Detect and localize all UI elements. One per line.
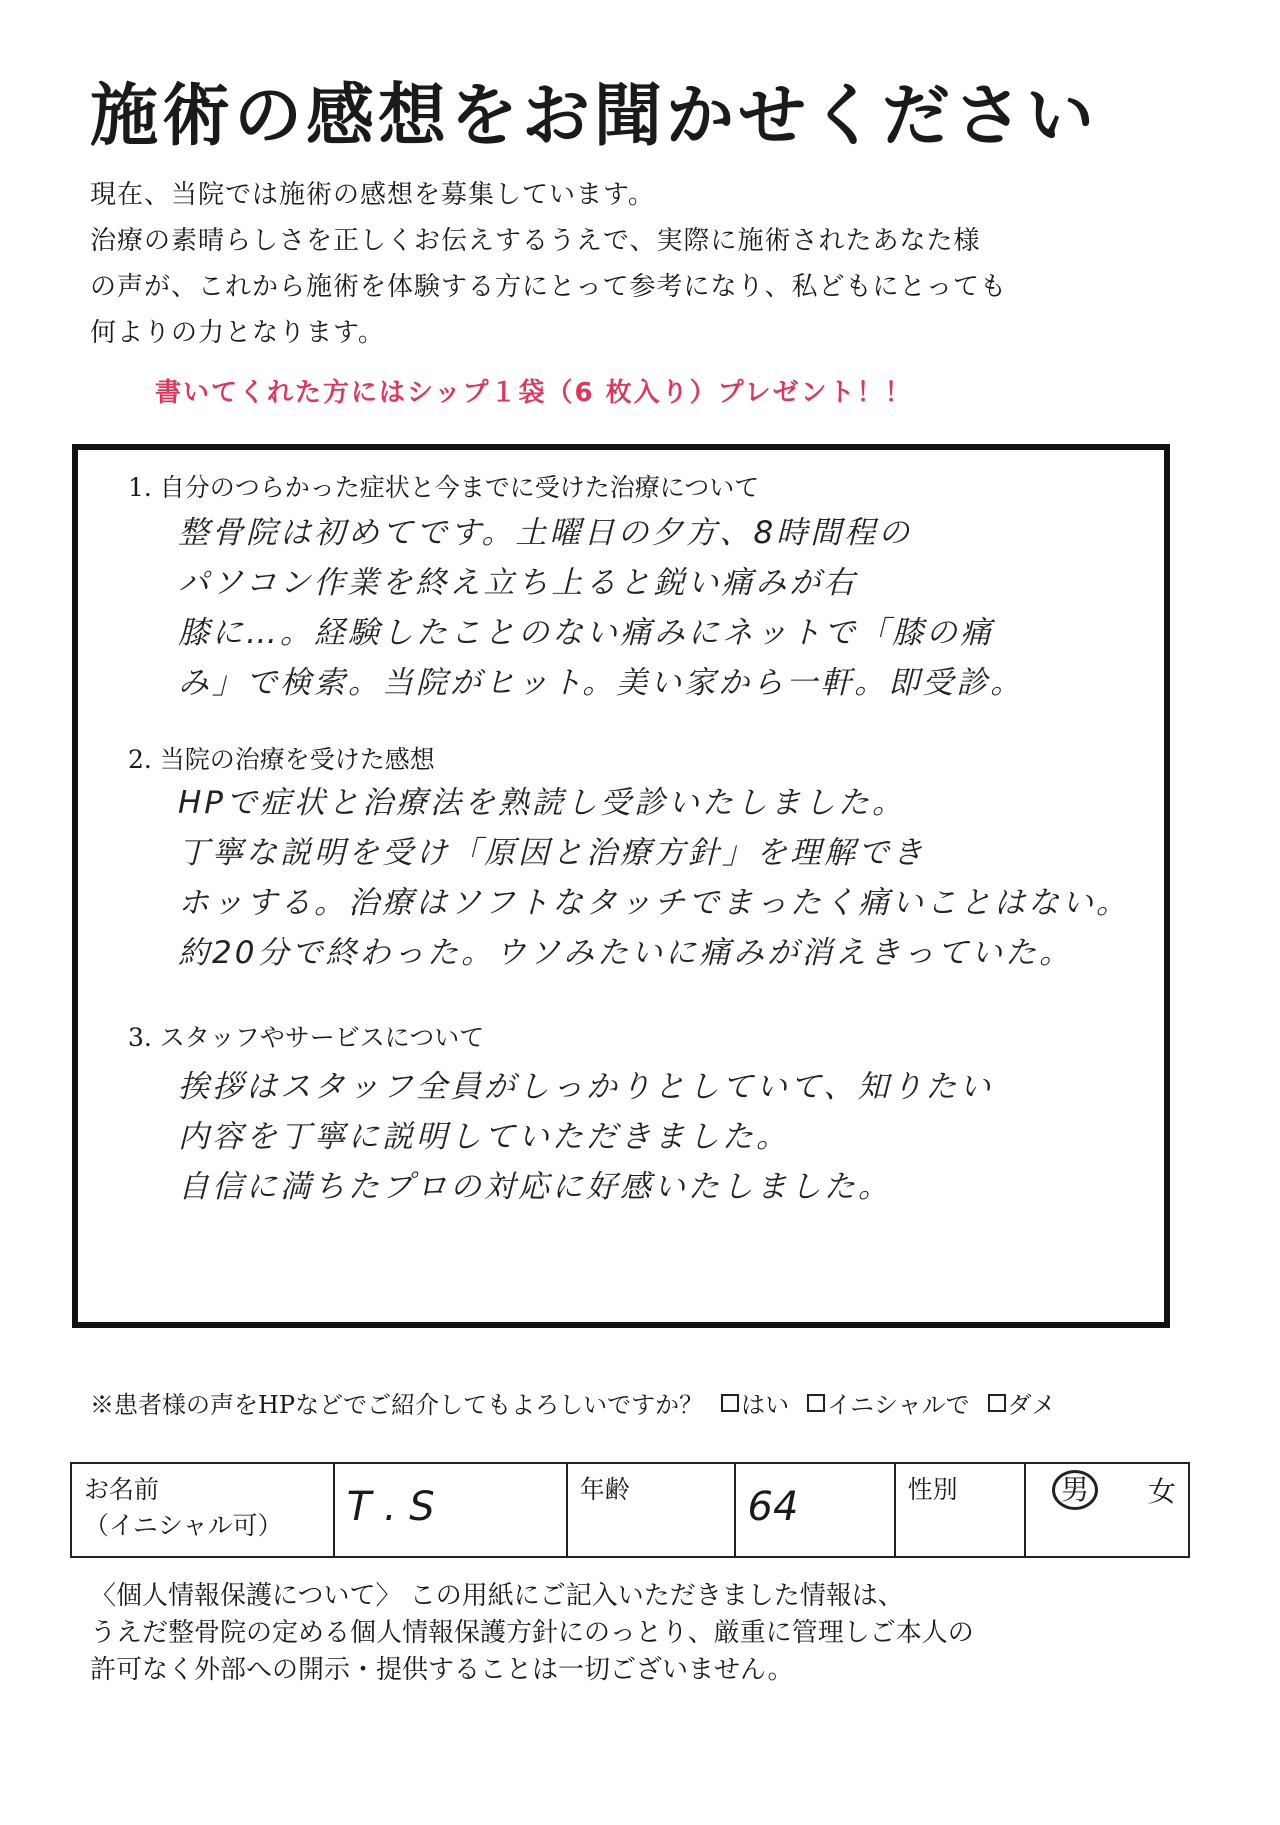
- answer-line: み」で検索。当院がヒット。美い家から一軒。即受診。: [178, 665, 1025, 701]
- sex-options: [1038, 1470, 1176, 1510]
- consent-option-label: イニシャルで: [827, 1391, 970, 1419]
- intro-line: 治療の素晴らしさを正しくお伝えするうえで、実際に施術されたあなた様: [90, 226, 981, 256]
- sex-option-female[interactable]: 女: [1147, 1475, 1176, 1508]
- name-label-cell: [71, 1463, 334, 1557]
- answer-line: 整骨院は初めてです。土曜日の夕方、8時間程の: [178, 515, 913, 551]
- answer-line: パソコン作業を終え立ち上ると鋭い痛みが右: [178, 565, 858, 601]
- name-label-sub: （イニシャル可）: [84, 1511, 283, 1540]
- consent-option-label: はい: [741, 1391, 790, 1419]
- answer-line: 約20分で終わった。ウソみたいに痛みが消えきっていた。: [178, 935, 1074, 971]
- privacy-notice: [90, 1578, 1200, 1689]
- name-value: T . S: [346, 1484, 435, 1530]
- intro-text: [90, 172, 1200, 356]
- checkbox-icon[interactable]: [807, 1394, 825, 1412]
- privacy-line: うえだ整骨院の定める個人情報保護方針にのっとり、厳重に管理しご本人の: [90, 1618, 974, 1648]
- consent-option-label: ダメ: [1007, 1391, 1056, 1419]
- answer-line: 内容を丁寧に説明していただきました。: [178, 1119, 790, 1155]
- page-title: 施術の感想をお聞かせください: [90, 77, 1099, 156]
- question-2-label: 2. 当院の治療を受けた感想: [128, 745, 435, 774]
- answer-line: 丁寧な説明を受け「原因と治療方針」を理解でき: [178, 835, 926, 871]
- survey-box: [72, 444, 1170, 1328]
- age-field[interactable]: [735, 1463, 895, 1557]
- answer-line: 自信に満ちたプロの対応に好感いたしました。: [178, 1169, 892, 1205]
- checkbox-icon[interactable]: [721, 1394, 739, 1412]
- intro-line: 何よりの力となります。: [90, 318, 385, 348]
- intro-line: 現在、当院では施術の感想を募集しています。: [90, 180, 655, 210]
- answer-line: ホッする。治療はソフトなタッチでまったく痛いことはない。: [178, 885, 1130, 921]
- name-field[interactable]: [334, 1463, 567, 1557]
- patient-info-table: [70, 1462, 1190, 1558]
- question-2-answer: [178, 778, 1130, 978]
- age-value: 64: [747, 1484, 799, 1530]
- sex-label-cell: [895, 1463, 1025, 1557]
- name-label: お名前: [84, 1475, 160, 1504]
- publish-consent: [90, 1385, 1056, 1420]
- consent-option-yes[interactable]: [721, 1385, 789, 1420]
- sex-label: 性別: [907, 1475, 958, 1504]
- answer-line: 挨拶はスタッフ全員がしっかりとしていて、知りたい: [178, 1069, 994, 1105]
- question-1-answer: [178, 508, 1024, 708]
- present-notice: 書いてくれた方にはシップ１袋（6 枚入り）プレゼント！！: [155, 378, 913, 408]
- answer-line: 膝に…。経験したことのない痛みにネットで「膝の痛: [178, 615, 994, 651]
- question-3-label: 3. スタッフやサービスについて: [128, 1023, 485, 1052]
- sex-option-male[interactable]: 男: [1052, 1470, 1098, 1510]
- privacy-line: 〈個人情報保護について〉 この用紙にご記入いただきました情報は、: [90, 1581, 904, 1611]
- question-1-label: 1. 自分のつらかった症状と今までに受けた治療について: [128, 473, 760, 502]
- age-label-cell: [567, 1463, 735, 1557]
- consent-option-initials[interactable]: [807, 1385, 970, 1420]
- privacy-line: 許可なく外部への開示・提供することは一切ございません。: [90, 1655, 794, 1685]
- intro-line: の声が、これから施術を体験する方にとって参考になり、私どもにとっても: [90, 272, 1007, 302]
- consent-question: ※患者様の声をHPなどでご紹介してもよろしいですか？: [90, 1391, 704, 1419]
- checkbox-icon[interactable]: [988, 1394, 1006, 1412]
- age-label: 年齢: [579, 1475, 630, 1504]
- answer-line: HPで症状と治療法を熟読し受診いたしました。: [178, 785, 907, 821]
- consent-option-no[interactable]: [988, 1385, 1056, 1420]
- sex-field[interactable]: [1025, 1463, 1189, 1557]
- question-3-answer: [178, 1062, 993, 1212]
